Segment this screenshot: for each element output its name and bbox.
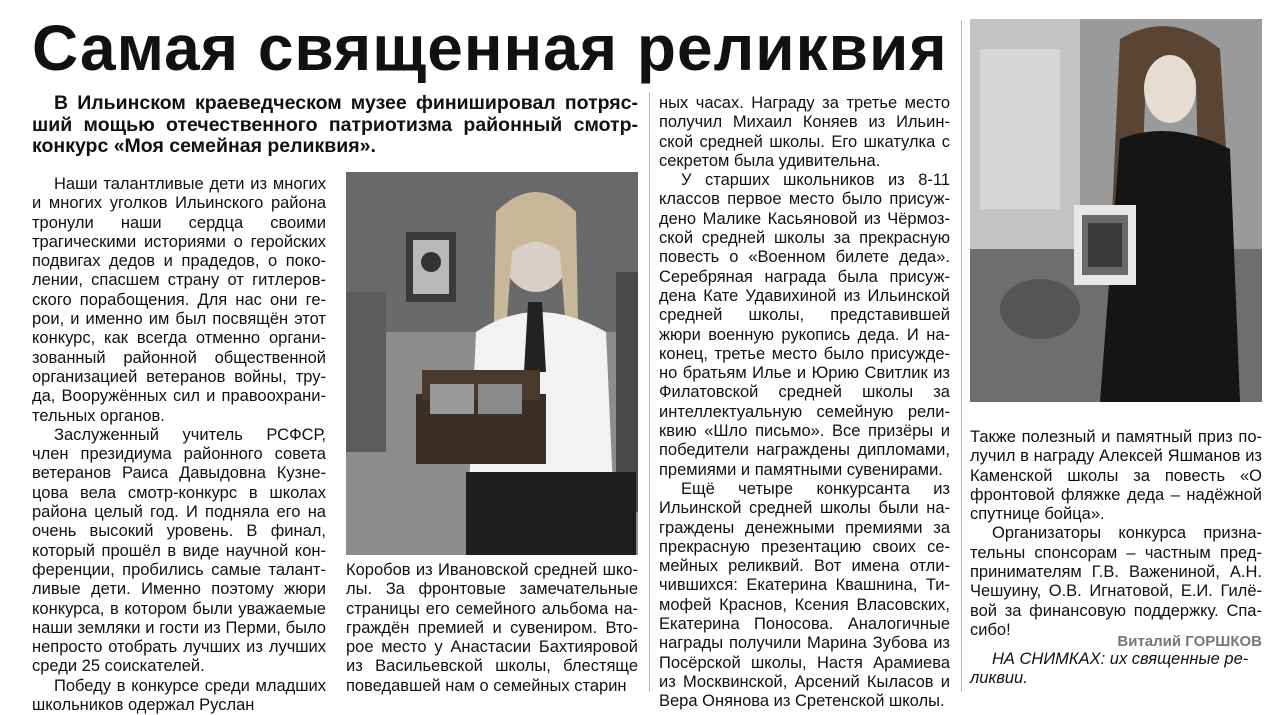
photo-caption: НА СНИМКАХ: их священные реликвии. bbox=[970, 650, 1249, 688]
column-1 bbox=[32, 175, 326, 715]
paragraph: ных часах. Награду за третье место получил Михаил Коняев из Ильинской средней школы. Его шкатулка с секретом была удивительна. bbox=[659, 94, 950, 170]
paragraph: Организаторы конкурса признательны спонсорам – частным предпринимателям Г.В. Важениной, А.Н. Чешуину, О.В. Игнатовой, Е.И. Гилёвой за финансовую поддержку. Спасибо! bbox=[970, 524, 1262, 639]
paragraph: Победу в конкурсе среди младших школьников одержал Руслан bbox=[32, 676, 326, 715]
photo-girl-with-frame-image bbox=[970, 19, 1262, 402]
paragraph: Заслуженный учитель РСФСР, член президиума районного совета ветеранов Раиса Давыдовна Кузнецова вела смотр-конкурс в школах района целый год. И подняла его на очень высокий уровень. В финал, который прошёл в виде научной конференции, пробились самые талантливые дети. Именно поэтому жюри конкурса, в котором были уважаемые наши земляки и гости из Перми, было непросто отобрать лучших из лучших среди 25 соискателей. bbox=[32, 425, 326, 676]
paragraph: Наши талантливые дети из многих и многих уголков Ильинского района тронули наши сердца своими трагическими историями о геройских подвигах дедов и прадедов, о поколении, спасшем страну от гитлеровского порабощения. Для нас они герои, и именно им был посвящён этот конкурс, как всегда отменно организованный районной общественной организацией ветеранов войны, труда, Вооружённых сил и правоохранительных органов. bbox=[32, 175, 326, 425]
column-4 bbox=[970, 428, 1262, 640]
column-2 bbox=[346, 561, 638, 696]
paragraph: У старших школьников из 8-11 классов первое место было присуждено Малике Касьяновой из Чёрмозской средней школы за прекрасную повесть о «Военном билете деда». Серебряная награда была присуждена Кате Удавихиной из Ильинской средней школы, представившей жюри военную рукопись деда. И наконец, третье место было присуждено братьям Илье и Юрию Свитлик из Филатовской средней школы за интеллектуальную семейную реликвию «Шло письмо». Все призёры и победители награждены дипломами, премиями и памятными сувенирами. bbox=[659, 171, 950, 479]
photo-girl-with-box bbox=[346, 172, 638, 555]
photo-girl-with-box-image bbox=[346, 172, 638, 555]
paragraph: Также полезный и памятный приз получил в награду Алексей Яшманов из Каменской школы за повесть «О фронтовой фляжке деда – надёжной спутнице бойца». bbox=[970, 428, 1262, 524]
column-divider bbox=[649, 92, 650, 692]
article-lead: В Ильинском краеведческом музее финишировал потрясший мощью отечественного патриотизма районный смотр-конкурс «Моя семейная реликвия». bbox=[32, 92, 638, 157]
paragraph: Ещё четыре конкурсанта из Ильинской средней школы были награждены денежными премиями за прекрасную презентацию своих семейных реликвий. Вот имена отличившихся: Екатерина Квашнина, Тимофей Краснов, Ксения Власовских, Екатерина Поносова. Аналогичные награды получили Марина Зубова из Посёрской школы, Настя Арамиева из Москвинской, Арсений Кыласов и Вера Онянова из Сретенской школы. bbox=[659, 479, 950, 711]
column-divider bbox=[961, 20, 962, 692]
column-3 bbox=[659, 94, 950, 712]
article-title: Самая священная реликвия bbox=[32, 12, 948, 84]
photo-girl-with-frame bbox=[970, 19, 1262, 402]
paragraph: Коробов из Ивановской средней школы. За фронтовые замечательные страницы его семейного альбома награждён премией и сувениром. Второе место у Анастасии Бахтияровой из Васильевской школы, блестяще поведавшей нам о семейных старин bbox=[346, 561, 638, 695]
author-byline: Виталий ГОРШКОВ bbox=[1117, 633, 1262, 650]
